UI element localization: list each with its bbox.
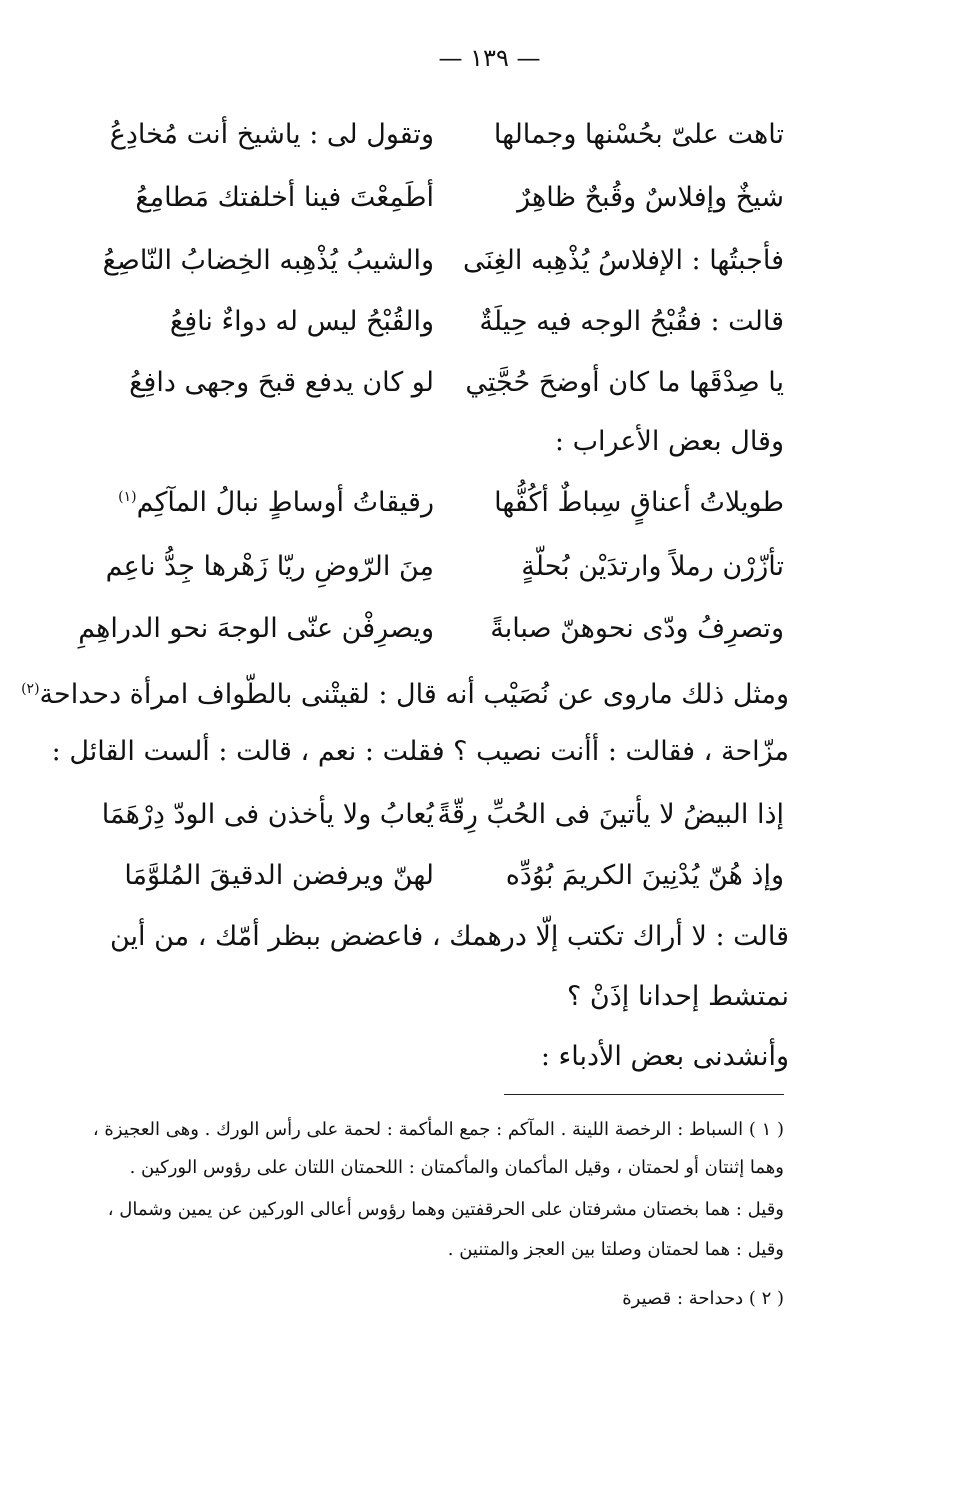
intro-line: وقال بعض الأعراب : <box>554 426 784 457</box>
verse-second-hemistich: لهنّ ويرفضن الدقيقَ المُلوَّمَا <box>124 859 434 891</box>
verse-line <box>94 850 784 900</box>
verse-line <box>94 357 784 407</box>
prose-text: ومثل ذلك ماروى عن نُصَيْب أنه قال : لقيتْنى بالطّواف امرأة دحداحة <box>39 679 789 710</box>
verse-line <box>94 296 784 346</box>
verse-line <box>94 109 784 159</box>
verse-second-hemistich: والقُبْحُ ليس له دواءٌ نافِعُ <box>169 305 434 337</box>
footnote-marker: (٢) <box>21 681 40 697</box>
prose-line: مزّاحة ، فقالت : أأنت نصيب ؟ فقلت : نعم ، قالت : ألست القائل : <box>51 736 789 767</box>
verse-line <box>94 172 784 222</box>
verse-second-hemistich: مِنَ الرّوضِ ريّا زَهْرها جِدُّ ناعِم <box>105 550 434 582</box>
verse-second-hemistich: أطَمِعْتَ فينا أخلفتك مَطامِعُ <box>135 181 434 213</box>
footnote-line: ( ٢ ) دحداحة : قصيرة <box>622 1288 784 1309</box>
footnote-marker: (١) <box>118 488 137 505</box>
verse-line <box>94 477 784 527</box>
verse-first-hemistich: طويلاتُ أعناقٍ سِباطٌ أكُفُّها <box>494 486 784 518</box>
footnote-line: ( ١ ) السباط : الرخصة اللينة . المآكم : جمع المأكمة : لحمة على رأس الورك . وهى العجيزة ، <box>92 1119 784 1140</box>
verse-second-hemistich: يُعابُ ولا يأخذن فى الودّ دِرْهَمَا <box>101 798 434 830</box>
footnote-line: وقيل : هما لحمتان وصلتا بين العجز والمتنين . <box>447 1239 784 1260</box>
verse-line <box>94 541 784 591</box>
prose-line: وأنشدنى بعض الأدباء : <box>540 1041 789 1072</box>
verse-first-hemistich: فأجبتُها : الإفلاسُ يُذْهِبه الغِنَى <box>462 244 784 276</box>
verse-second-hemistich <box>94 487 434 518</box>
prose-line <box>21 664 789 714</box>
verse-second-hemistich: وتقول لى : ياشيخ أنت مُخادِعُ <box>109 118 434 150</box>
page-number: — ١٣٩ — <box>438 44 541 72</box>
verse-second-hemistich: ويصرِفْن عنّى الوجهَ نحو الدراهِمِ <box>78 612 434 644</box>
prose-line: قالت : لا أراك تكتب إلّا درهمك ، فاعضض ببظر أمّك ، من أين <box>109 921 789 952</box>
verse-first-hemistich: تاهت علىّ بحُسْنها وجمالها <box>493 118 784 150</box>
verse-first-hemistich: قالت : فقُبْحُ الوجه فيه حِيلَةٌ <box>479 305 784 337</box>
verse-first-hemistich: وإذ هُنّ يُدْنِينَ الكريمَ بُوُدِّه <box>505 859 784 891</box>
footnote-line: وقيل : هما بخصتان مشرفتان على الحرقفتين وهما رؤوس أعالى الوركين عن يمين وشمال ، <box>107 1199 784 1220</box>
prose-line: نمتشط إحدانا إذَنْ ؟ <box>566 981 789 1012</box>
verse-first-hemistich: إذا البيضُ لا يأتينَ فى الحُبِّ رِقّةً <box>437 798 784 830</box>
verse-second-hemistich: والشيبُ يُذْهِبه الخِضابُ النّاصِعُ <box>102 244 434 276</box>
verse-text: رقيقاتُ أوساطٍ نبالُ المآكِم <box>136 486 434 518</box>
verse-line <box>94 789 784 839</box>
footnote-line: وهما إثنتان أو لحمتان ، وقيل المأكمان والمأكمتان : اللحمتان اللتان على رؤوس الوركين . <box>129 1157 784 1178</box>
verse-first-hemistich: وتصرِفُ ودّى نحوهنّ صبابةً <box>490 612 784 644</box>
verse-line <box>94 235 784 285</box>
footnote-divider <box>504 1094 784 1095</box>
verse-first-hemistich: يا صِدْقَها ما كان أوضحَ حُجَّتِي <box>465 366 784 398</box>
verse-first-hemistich: شيخٌ وإفلاسٌ وقُبحٌ ظاهِرٌ <box>517 181 784 213</box>
verse-line <box>78 603 784 653</box>
verse-first-hemistich: تأزّرْن رملاً وارتدَيْن بُحلّةٍ <box>521 550 784 582</box>
verse-second-hemistich: لو كان يدفع قبحَ وجهى دافِعُ <box>129 366 434 398</box>
